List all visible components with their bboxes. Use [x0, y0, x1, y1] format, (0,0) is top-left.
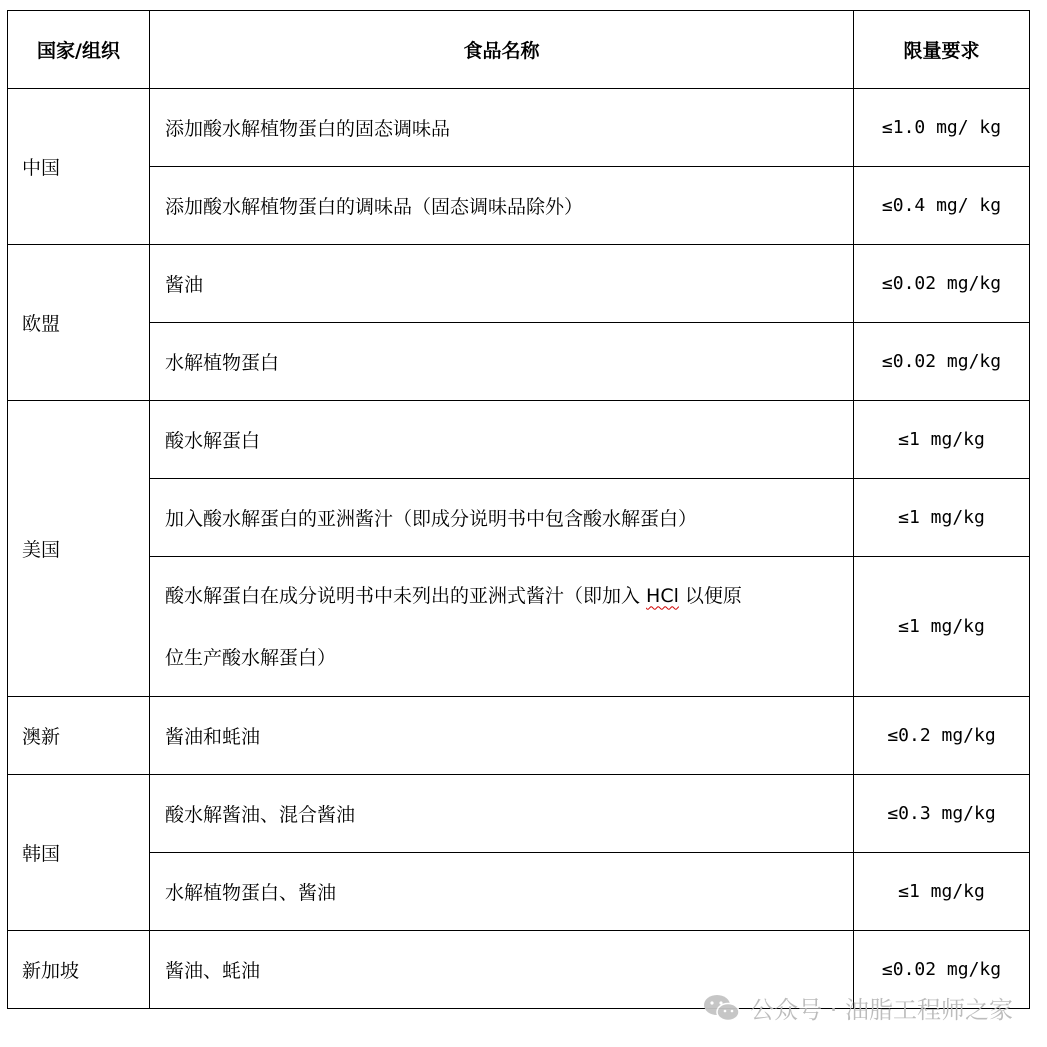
food-cell: 酸水解蛋白: [150, 401, 854, 479]
food-cell: 加入酸水解蛋白的亚洲酱汁（即成分说明书中包含酸水解蛋白）: [150, 479, 854, 557]
watermark: [702, 990, 1013, 1025]
table-row: [8, 167, 1030, 245]
food-cell: 水解植物蛋白、酱油: [150, 853, 854, 931]
header-row: [8, 11, 1030, 89]
country-cell: 韩国: [8, 775, 150, 931]
table-row: [8, 557, 1030, 697]
food-cell: 添加酸水解植物蛋白的调味品（固态调味品除外）: [150, 167, 854, 245]
food-cell: 水解植物蛋白: [150, 323, 854, 401]
header-country: 国家/组织: [8, 11, 150, 89]
table-row: [8, 401, 1030, 479]
food-text: 位生产酸水解蛋白）: [165, 646, 337, 669]
food-text: 以便原: [678, 584, 742, 607]
limit-cell: ≤0.4 mg/ kg: [854, 167, 1030, 245]
watermark-text: 公众号 · 油脂工程师之家: [750, 996, 1013, 1024]
food-cell: 酱油、蚝油: [150, 931, 854, 1009]
header-food: 食品名称: [150, 11, 854, 89]
food-cell: [150, 557, 854, 697]
country-cell: 澳新: [8, 697, 150, 775]
country-cell: 美国: [8, 401, 150, 697]
food-cell: 酸水解酱油、混合酱油: [150, 775, 854, 853]
country-cell: 新加坡: [8, 931, 150, 1009]
table-row: [8, 697, 1030, 775]
food-cell: 酱油: [150, 245, 854, 323]
wechat-icon: [702, 993, 742, 1023]
table-row: [8, 775, 1030, 853]
food-cell: 酱油和蚝油: [150, 697, 854, 775]
hcl-text: HCl: [646, 584, 679, 607]
limit-cell: ≤0.02 mg/kg: [854, 245, 1030, 323]
limits-table: [7, 10, 1030, 1009]
header-limit: 限量要求: [854, 11, 1030, 89]
limit-cell: ≤0.02 mg/kg: [854, 931, 1030, 1009]
food-text: 酸水解蛋白在成分说明书中未列出的亚洲式酱汁（即加入: [165, 584, 647, 607]
table-row: [8, 245, 1030, 323]
country-cell: 中国: [8, 89, 150, 245]
limit-cell: ≤1 mg/kg: [854, 853, 1030, 931]
limit-cell: ≤1 mg/kg: [854, 557, 1030, 697]
country-cell: 欧盟: [8, 245, 150, 401]
food-cell: 添加酸水解植物蛋白的固态调味品: [150, 89, 854, 167]
table-row: [8, 323, 1030, 401]
limit-cell: ≤0.3 mg/kg: [854, 775, 1030, 853]
limit-cell: ≤0.2 mg/kg: [854, 697, 1030, 775]
table-row: [8, 89, 1030, 167]
limit-cell: ≤1.0 mg/ kg: [854, 89, 1030, 167]
table-row: [8, 479, 1030, 557]
limit-cell: ≤1 mg/kg: [854, 401, 1030, 479]
limit-cell: ≤1 mg/kg: [854, 479, 1030, 557]
limit-cell: ≤0.02 mg/kg: [854, 323, 1030, 401]
table-row: [8, 853, 1030, 931]
